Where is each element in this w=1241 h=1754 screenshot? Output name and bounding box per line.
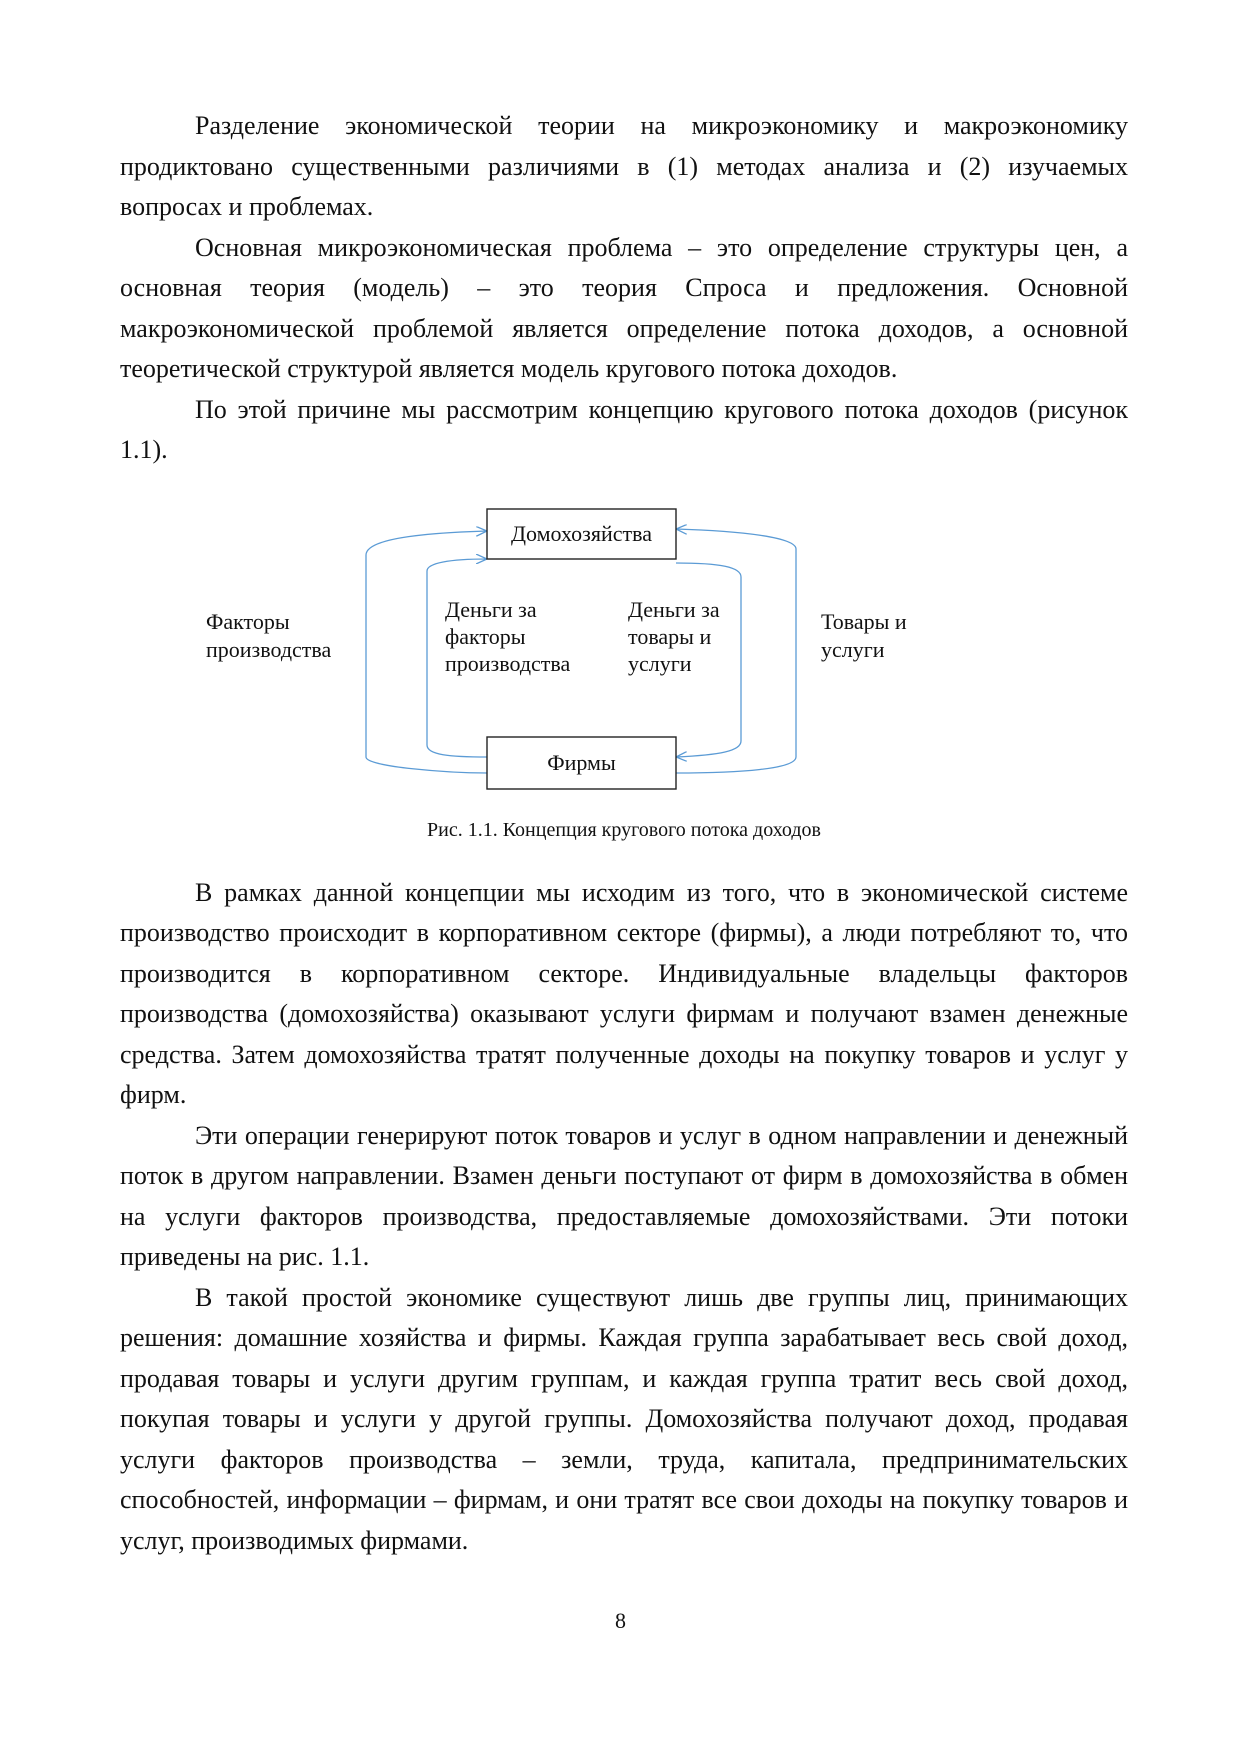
label-factors-line2: производства: [206, 636, 332, 662]
figure-1-1: [120, 487, 1128, 849]
label-money-goods-line1: Деньги за: [628, 596, 720, 622]
label-money-factors-line2: факторы: [445, 623, 526, 649]
label-goods-line1: Товары и: [821, 608, 907, 634]
households-label: Домохозяйства: [511, 520, 652, 546]
label-money-goods-line3: услуги: [628, 650, 692, 676]
page-content: [120, 106, 1128, 1561]
label-goods-line2: услуги: [821, 636, 885, 662]
label-money-goods-line2: товары и: [628, 623, 712, 649]
firms-label: Фирмы: [547, 749, 616, 775]
paragraph: Разделение экономической теории на микроэкономику и макроэкономику продиктовано существенными различиями в (1) методах анализа и (2) изучаемых вопросах и проблемах.: [120, 111, 1128, 221]
paragraph: По этой причине мы рассмотрим концепцию кругового потока доходов (рисунок 1.1).: [120, 394, 1128, 464]
flow-goods-and-services: [676, 529, 796, 773]
paragraph: Эти операции генерируют поток товаров и услуг в одном направлении и денежный поток в другом направлении. Взамен деньги поступают от фирм в домохозяйства в обмен на услуги факторов производства, предоставляемые домохозяйствами. Эти потоки приведены на рис. 1.1.: [120, 1120, 1128, 1271]
circular-flow-diagram: [120, 487, 1128, 807]
label-factors-line1: Факторы: [206, 608, 290, 634]
paragraph: В такой простой экономике существуют лишь две группы лиц, принимающих решения: домашние хозяйства и фирмы. Каждая группа зарабатывает весь свой доход, продавая товары и услуги другим группам, и каждая группа тратит весь свой доход, покупая товары и услуги у другой группы. Домохозяйства получают доход, продавая услуги факторов производства – земли, труда, капитала, предпринимательских способностей, информации – фирмам, и они тратят все свои доходы на покупку товаров и услуг, производимых фирмами.: [120, 1282, 1128, 1555]
page-number: 8: [615, 1608, 626, 1633]
figure-caption: Рис. 1.1. Концепция кругового потока доходов: [427, 818, 821, 841]
label-money-factors-line3: производства: [445, 650, 571, 676]
label-money-factors-line1: Деньги за: [445, 596, 537, 622]
paragraph: В рамках данной концепции мы исходим из того, что в экономической системе производство происходит в корпоративном секторе (фирмы), а люди потребляют то, что производится в корпоративном секторе. Индивидуальные владельцы факторов производства (домохозяйства) оказывают услуги фирмам и получают взамен денежные средства. Затем домохозяйства тратят полученные доходы на покупку товаров и услуг у фирм.: [120, 877, 1128, 1109]
paragraph: Основная микроэкономическая проблема – это определение структуры цен, а основная теория (модель) – это теория Спроса и предложения. Основной макроэкономической проблемой является определение потока доходов, а основной теоретической структурой является модель кругового потока доходов.: [120, 232, 1128, 383]
